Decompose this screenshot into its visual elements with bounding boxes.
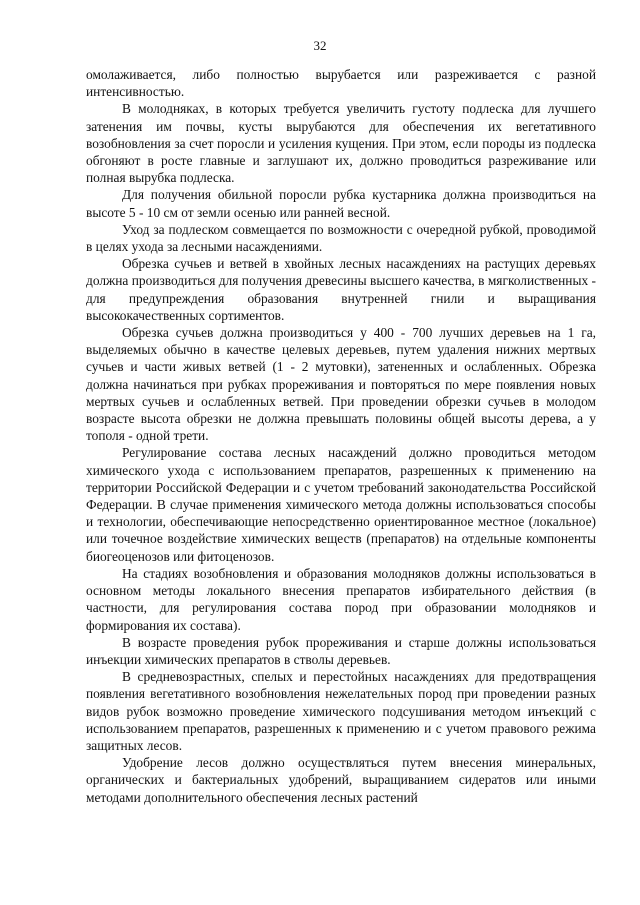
paragraph: В молодняках, в которых требуется увеличить густоту подлеска для лучшего затенения им почвы, кусты вырубаются для обеспечения их вегетативного возобновления за счет поросли и усиления кущения. При этом, если породы из подлеска обгоняют в росте главные и заглушают их, должно проводиться разреживание или полная вырубка подлеска.: [86, 101, 596, 186]
body-text: [86, 66, 596, 806]
paragraph: В средневозрастных, спелых и перестойных насаждениях для предотвращения появления вегетативного возобновления нежелательных пород при проведении разных видов рубок возможно проведение химического подсушивания методом инъекций с использованием препаратов, разрешенных к применению и с учетом правового режима защитных лесов.: [86, 669, 596, 753]
paragraph: Удобрение лесов должно осуществляться путем внесения минеральных, органических и бактериальных удобрений, выращиванием сидератов или иными методами дополнительного обеспечения лесных растений: [86, 755, 596, 805]
page-number: 32: [313, 38, 327, 53]
paragraph: Для получения обильной поросли рубка кустарника должна производиться на высоте 5 - 10 см от земли осенью или ранней весной.: [86, 187, 596, 220]
paragraph: На стадиях возобновления и образования молодняков должны использоваться в основном методы локального внесения препаратов избирательного действия (в частности, для регулирования состава пород при образовании молодняков и формирования их состава).: [86, 565, 596, 633]
paragraph: Обрезка сучьев должна производиться у 400 - 700 лучших деревьев на 1 га, выделяемых обычно в качестве целевых деревьев, путем удаления нижних мертвых сучьев и части живых ветвей (1 - 2 мутовки), затененных и ослабленных. Обрезка должна начинаться при рубках прореживания и повторяться по мере появления новых мертвых сучьев и ослабленных ветвей. При проведении обрезки сучьев в молодом возрасте высота обрезки не должна превышать половины общей высоты дерева, а у тополя - одной трети.: [86, 325, 596, 444]
paragraph: Регулирование состава лесных насаждений должно проводиться методом химического ухода с использованием препаратов, разрешенных к применению на территории Российской Федерации и с учетом требований законодательства Российской Федерации. В случае применения химического метода должны использоваться способы и технологии, обеспечивающие непосредственно ориентированное местное (локальное) или точечное воздействие химических веществ (препаратов) на отдельные компоненты биогеоценозов или фитоценозов.: [86, 445, 596, 564]
paragraph: Обрезка сучьев и ветвей в хвойных лесных насаждениях на растущих деревьях должна производиться для получения древесины высшего качества, в мягколиственных - для предупреждения образования внутренней гнили и выращивания высококачественных сортиментов.: [86, 256, 596, 323]
paragraph: омолаживается, либо полностью вырубается или разреживается с разной интенсивностью.: [86, 67, 596, 100]
paragraph: Уход за подлеском совмещается по возможности с очередной рубкой, проводимой в целях ухода за лесными насаждениями.: [86, 221, 596, 255]
paragraph: В возрасте проведения рубок прореживания и старше должны использоваться инъекции химических препаратов в стволы деревьев.: [86, 634, 596, 667]
